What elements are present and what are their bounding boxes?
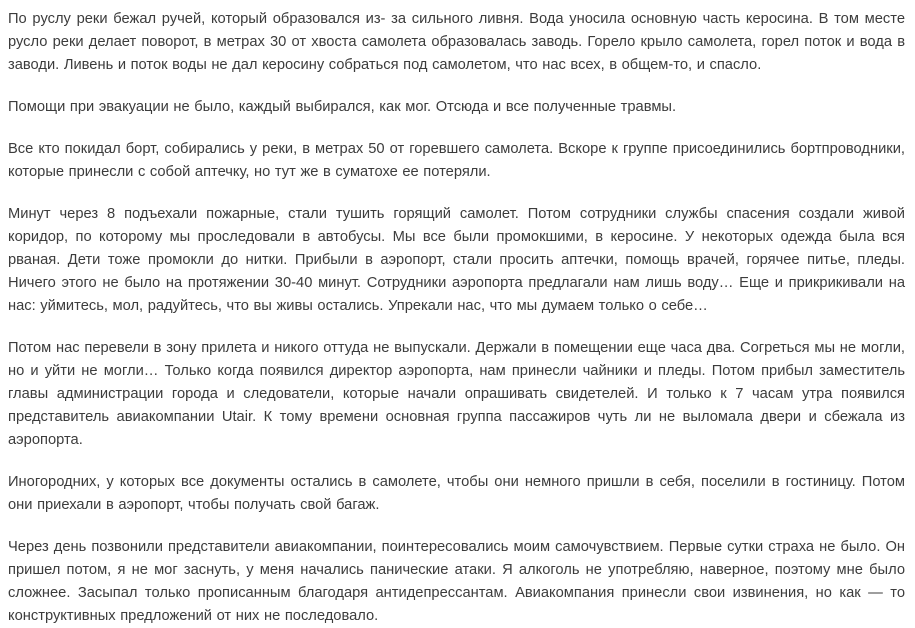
paragraph: Помощи при эвакуации не было, каждый выбирался, как мог. Отсюда и все полученные травмы.	[8, 99, 677, 115]
paragraph: Через день позвонили представители авиакомпании, поинтересовались моим самочувствием. Первые сутки страха не было. Он пришел потом, я не мог заснуть, у меня начались панические атаки. Я алкоголь не употребляю, наверное, поэтому мне было сложнее. Засыпал только прописанным благодаря антидепрессантам. Авиакомпания принесли свои извинения, но как — то конструктивных предложений от них не последовало.	[8, 539, 905, 624]
paragraph: Минут через 8 подъехали пожарные, стали тушить горящий самолет. Потом сотрудники службы спасения создали живой коридор, по которому мы проследовали в автобусы. Мы все были промокшими, в керосине. У некоторых одежда была вся рваная. Дети тоже промокли до нитки. Прибыли в аэропорт, стали просить аптечки, помощь врачей, горячее питье, пледы. Ничего этого не было на протяжении 30-40 минут. Сотрудники аэропорта предлагали нам лишь воду… Еще и прикрикивали на нас: уймитесь, мол, радуйтесь, что вы живы остались. Упрекали нас, что мы думаем только о себе…	[8, 206, 905, 314]
paragraph: Иногородних, у которых все документы остались в самолете, чтобы они немного пришли в себя, поселили в гостиницу. Потом они приехали в аэропорт, чтобы получать свой багаж.	[8, 474, 905, 513]
paragraph: Потом нас перевели в зону прилета и никого оттуда не выпускали. Держали в помещении еще часа два. Согреться мы не могли, но и уйти не могли… Только когда появился директор аэропорта, нам принесли чайники и пледы. Потом прибыл заместитель главы администрации города и следователи, которые начали опрашивать свидетелей. И только к 7 часам утра появился представитель авиакомпании Utair. К тому времени основная группа пассажиров чуть ли не выломала двери и сбежала из аэропорта.	[8, 340, 905, 448]
paragraph: Все кто покидал борт, собирались у реки, в метрах 50 от горевшего самолета. Вскоре к группе присоединились бортпроводники, которые принесли с собой аптечку, но тут же в суматохе ее потеряли.	[8, 141, 905, 180]
paragraph: По руслу реки бежал ручей, который образовался из- за сильного ливня. Вода уносила основную часть керосина. В том месте русло реки делает поворот, в метрах 30 от хвоста самолета образовалась заводь. Горело крыло самолета, горел поток и вода в заводи. Ливень и поток воды не дал керосину собраться под самолетом, что нас всех, в общем-то, и спасло.	[8, 11, 905, 73]
